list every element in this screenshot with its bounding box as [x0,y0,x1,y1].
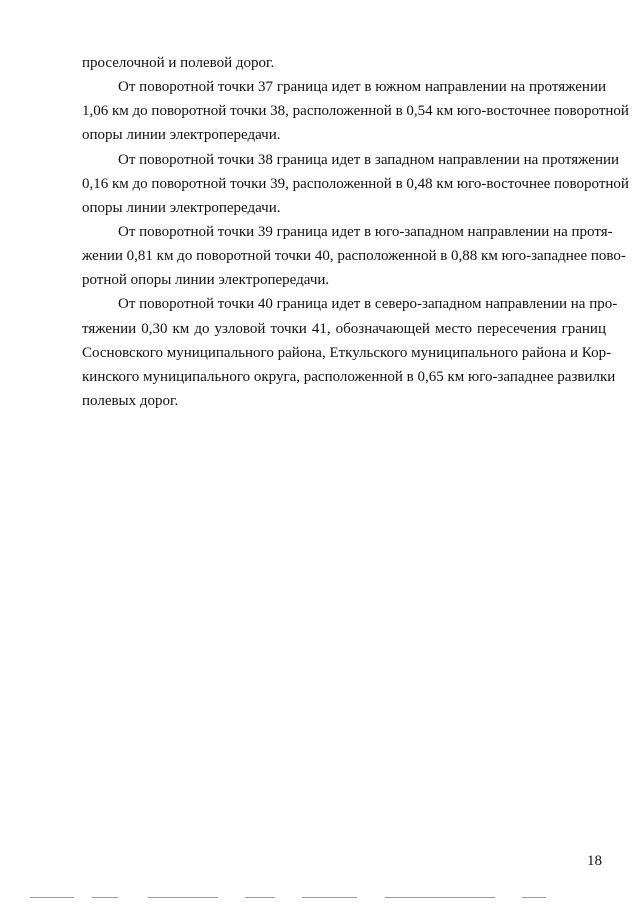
text-line: полевых дорог. [82,392,179,409]
text-line: От поворотной точки 38 граница идет в западном направлении на протяжении [118,151,620,168]
text-line: От поворотной точки 39 граница идет в юго-западном направлении на протя- [118,223,613,240]
page-number: 18 [587,853,602,869]
text-line: жении 0,81 км до поворотной точки 40, расположенной в 0,88 км юго-западнее пово- [82,248,626,265]
text-line: 0,16 км до поворотной точки 39, расположенной в 0,48 км юго-восточнее поворотной [82,175,629,192]
text-line: опоры линии электропередачи. [82,127,281,144]
text-line: От поворотной точки 40 граница идет в северо-западном направлении на про- [118,296,618,313]
text-line: 1,06 км до поворотной точки 38, расположенной в 0,54 км юго-восточнее поворотной [82,103,629,120]
text-line: опоры линии электропередачи. [82,199,281,216]
text-line: Сосновского муниципального района, Еткульского муниципального района и Кор- [82,344,612,361]
text-line: От поворотной точки 37 граница идет в южном направлении на протяжении [118,79,606,96]
body-text [82,51,629,413]
text-line: проселочной и полевой дорог. [82,55,275,71]
text-line: тяжении 0,30 км до узловой точки 41, обозначающей место пересечения границ [82,320,606,337]
text-line: ротной опоры линии электропередачи. [82,272,330,289]
text-line: кинского муниципального округа, расположенной в 0,65 км юго-западнее развилки [82,368,616,385]
scan-edge-artifact [0,892,640,900]
